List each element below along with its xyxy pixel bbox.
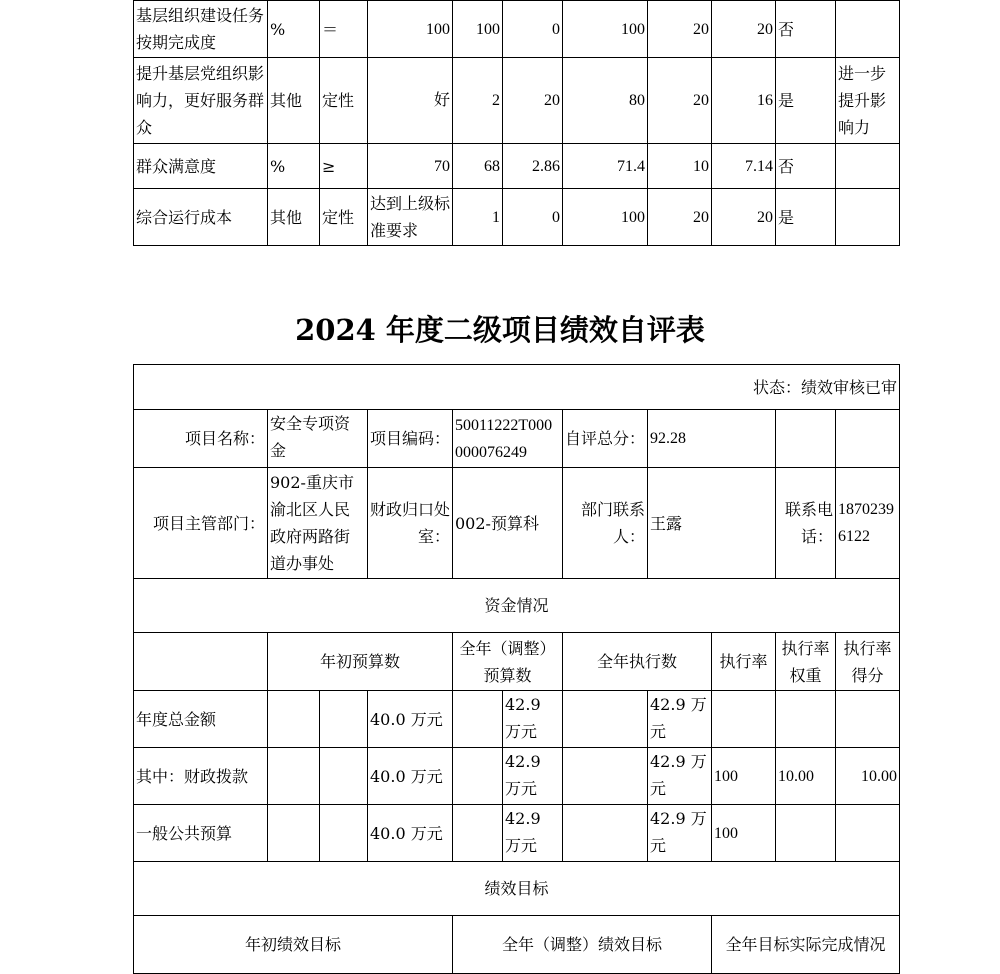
indicator-rate: 71.4 xyxy=(563,144,648,189)
finance-office-value: 002-预算科 xyxy=(453,468,563,579)
evaluation-table xyxy=(133,364,900,974)
empty-cell xyxy=(320,805,368,862)
finance-office-label: 财政归口处室： xyxy=(368,468,453,579)
fund-adjusted-budget: 42.9 万元 xyxy=(503,805,563,862)
fund-exec-rate: 100 xyxy=(712,748,776,805)
indicator-weight: 10 xyxy=(648,144,712,189)
indicator-weight: 20 xyxy=(648,58,712,144)
page-title: 2024 年度二级项目绩效自评表 xyxy=(295,313,705,347)
goals-section-title: 绩效目标 xyxy=(134,862,900,916)
indicator-deviation: 0 xyxy=(503,1,563,58)
fund-row xyxy=(134,805,900,862)
indicator-name: 综合运行成本 xyxy=(134,189,268,246)
empty-cell xyxy=(453,748,503,805)
self-score-value: 92.28 xyxy=(648,410,776,468)
indicator-target: 70 xyxy=(368,144,453,189)
fund-exec-weight xyxy=(776,805,836,862)
empty-cell xyxy=(268,691,320,748)
indicator-rate: 100 xyxy=(563,1,648,58)
exec-score-header: 执行率得分 xyxy=(836,633,900,691)
indicator-unit: 其他 xyxy=(268,189,320,246)
project-name-value: 安全专项资金 xyxy=(268,410,368,468)
indicator-score: 20 xyxy=(712,1,776,58)
indicator-row xyxy=(134,58,900,144)
empty-cell xyxy=(563,691,648,748)
project-code-label: 项目编码： xyxy=(368,410,453,468)
indicator-actual: 2 xyxy=(453,58,503,144)
empty-cell xyxy=(320,748,368,805)
exec-weight-header: 执行率权重 xyxy=(776,633,836,691)
empty-cell xyxy=(268,805,320,862)
indicator-actual: 68 xyxy=(453,144,503,189)
empty-cell xyxy=(453,805,503,862)
fund-exec-score xyxy=(836,805,900,862)
indicator-weight: 20 xyxy=(648,189,712,246)
indicator-operator: ≥ xyxy=(320,144,368,189)
executed-header: 全年执行数 xyxy=(563,633,712,691)
indicator-unit: % xyxy=(268,1,320,58)
indicator-score: 7.14 xyxy=(712,144,776,189)
fund-exec-weight: 10.00 xyxy=(776,748,836,805)
indicator-weight: 20 xyxy=(648,1,712,58)
indicator-unit: % xyxy=(268,144,320,189)
fund-executed: 42.9 万元 xyxy=(648,691,712,748)
fund-exec-score xyxy=(836,691,900,748)
contact-value: 王露 xyxy=(648,468,776,579)
initial-goal-header: 年初绩效目标 xyxy=(134,916,453,974)
indicator-note xyxy=(836,1,900,58)
adjusted-goal-header: 全年（调整）绩效目标 xyxy=(453,916,712,974)
fund-row-label: 年度总金额 xyxy=(134,691,268,748)
empty-cell xyxy=(268,748,320,805)
indicator-row xyxy=(134,1,900,58)
indicator-rate: 100 xyxy=(563,189,648,246)
phone-label: 联系电话： xyxy=(776,468,836,579)
indicator-target: 达到上级标准要求 xyxy=(368,189,453,246)
indicator-operator: 定性 xyxy=(320,189,368,246)
fund-exec-rate xyxy=(712,691,776,748)
initial-budget-header: 年初预算数 xyxy=(268,633,453,691)
contact-label: 部门联系人： xyxy=(563,468,648,579)
indicator-deviated: 是 xyxy=(776,189,836,246)
indicator-deviation: 0 xyxy=(503,189,563,246)
indicator-name: 基层组织建设任务按期完成度 xyxy=(134,1,268,58)
fund-exec-rate: 100 xyxy=(712,805,776,862)
funds-section-title: 资金情况 xyxy=(134,579,900,633)
indicator-rate: 80 xyxy=(563,58,648,144)
fund-initial-budget: 40.0 万元 xyxy=(368,691,453,748)
fund-initial-budget: 40.0 万元 xyxy=(368,805,453,862)
indicator-note xyxy=(836,189,900,246)
indicator-row xyxy=(134,189,900,246)
empty-cell xyxy=(563,805,648,862)
indicator-deviation: 20 xyxy=(503,58,563,144)
empty-cell xyxy=(453,691,503,748)
actual-completion-header: 全年目标实际完成情况 xyxy=(712,916,900,974)
fund-row xyxy=(134,748,900,805)
adjusted-budget-header: 全年（调整）预算数 xyxy=(453,633,563,691)
indicator-actual: 100 xyxy=(453,1,503,58)
empty-cell xyxy=(776,410,836,468)
indicator-name: 群众满意度 xyxy=(134,144,268,189)
exec-rate-header: 执行率 xyxy=(712,633,776,691)
indicator-deviated: 是 xyxy=(776,58,836,144)
indicator-unit: 其他 xyxy=(268,58,320,144)
indicator-deviated: 否 xyxy=(776,144,836,189)
indicator-table xyxy=(133,0,900,246)
fund-row-label: 其中：财政拨款 xyxy=(134,748,268,805)
empty-cell xyxy=(134,633,268,691)
indicator-row xyxy=(134,144,900,189)
self-score-label: 自评总分： xyxy=(563,410,648,468)
empty-cell xyxy=(836,410,900,468)
indicator-operator: 定性 xyxy=(320,58,368,144)
empty-cell xyxy=(320,691,368,748)
fund-exec-score: 10.00 xyxy=(836,748,900,805)
project-code-value: 50011222T000000076249 xyxy=(453,410,563,468)
fund-row-label: 一般公共预算 xyxy=(134,805,268,862)
fund-executed: 42.9 万元 xyxy=(648,805,712,862)
fund-initial-budget: 40.0 万元 xyxy=(368,748,453,805)
indicator-actual: 1 xyxy=(453,189,503,246)
fund-adjusted-budget: 42.9 万元 xyxy=(503,748,563,805)
fund-adjusted-budget: 42.9 万元 xyxy=(503,691,563,748)
indicator-note xyxy=(836,144,900,189)
indicator-operator: ＝ xyxy=(320,1,368,58)
indicator-note: 进一步提升影响力 xyxy=(836,58,900,144)
indicator-target: 好 xyxy=(368,58,453,144)
indicator-target: 100 xyxy=(368,1,453,58)
dept-label: 项目主管部门： xyxy=(134,468,268,579)
fund-row xyxy=(134,691,900,748)
fund-exec-weight xyxy=(776,691,836,748)
indicator-score: 16 xyxy=(712,58,776,144)
fund-executed: 42.9 万元 xyxy=(648,748,712,805)
empty-cell xyxy=(563,748,648,805)
project-name-label: 项目名称： xyxy=(134,410,268,468)
dept-value: 902-重庆市渝北区人民政府两路街道办事处 xyxy=(268,468,368,579)
phone-value: 18702396122 xyxy=(836,468,900,579)
indicator-deviation: 2.86 xyxy=(503,144,563,189)
indicator-score: 20 xyxy=(712,189,776,246)
indicator-deviated: 否 xyxy=(776,1,836,58)
status-label: 状态：绩效审核已审 xyxy=(134,365,900,410)
indicator-name: 提升基层党组织影响力，更好服务群众 xyxy=(134,58,268,144)
